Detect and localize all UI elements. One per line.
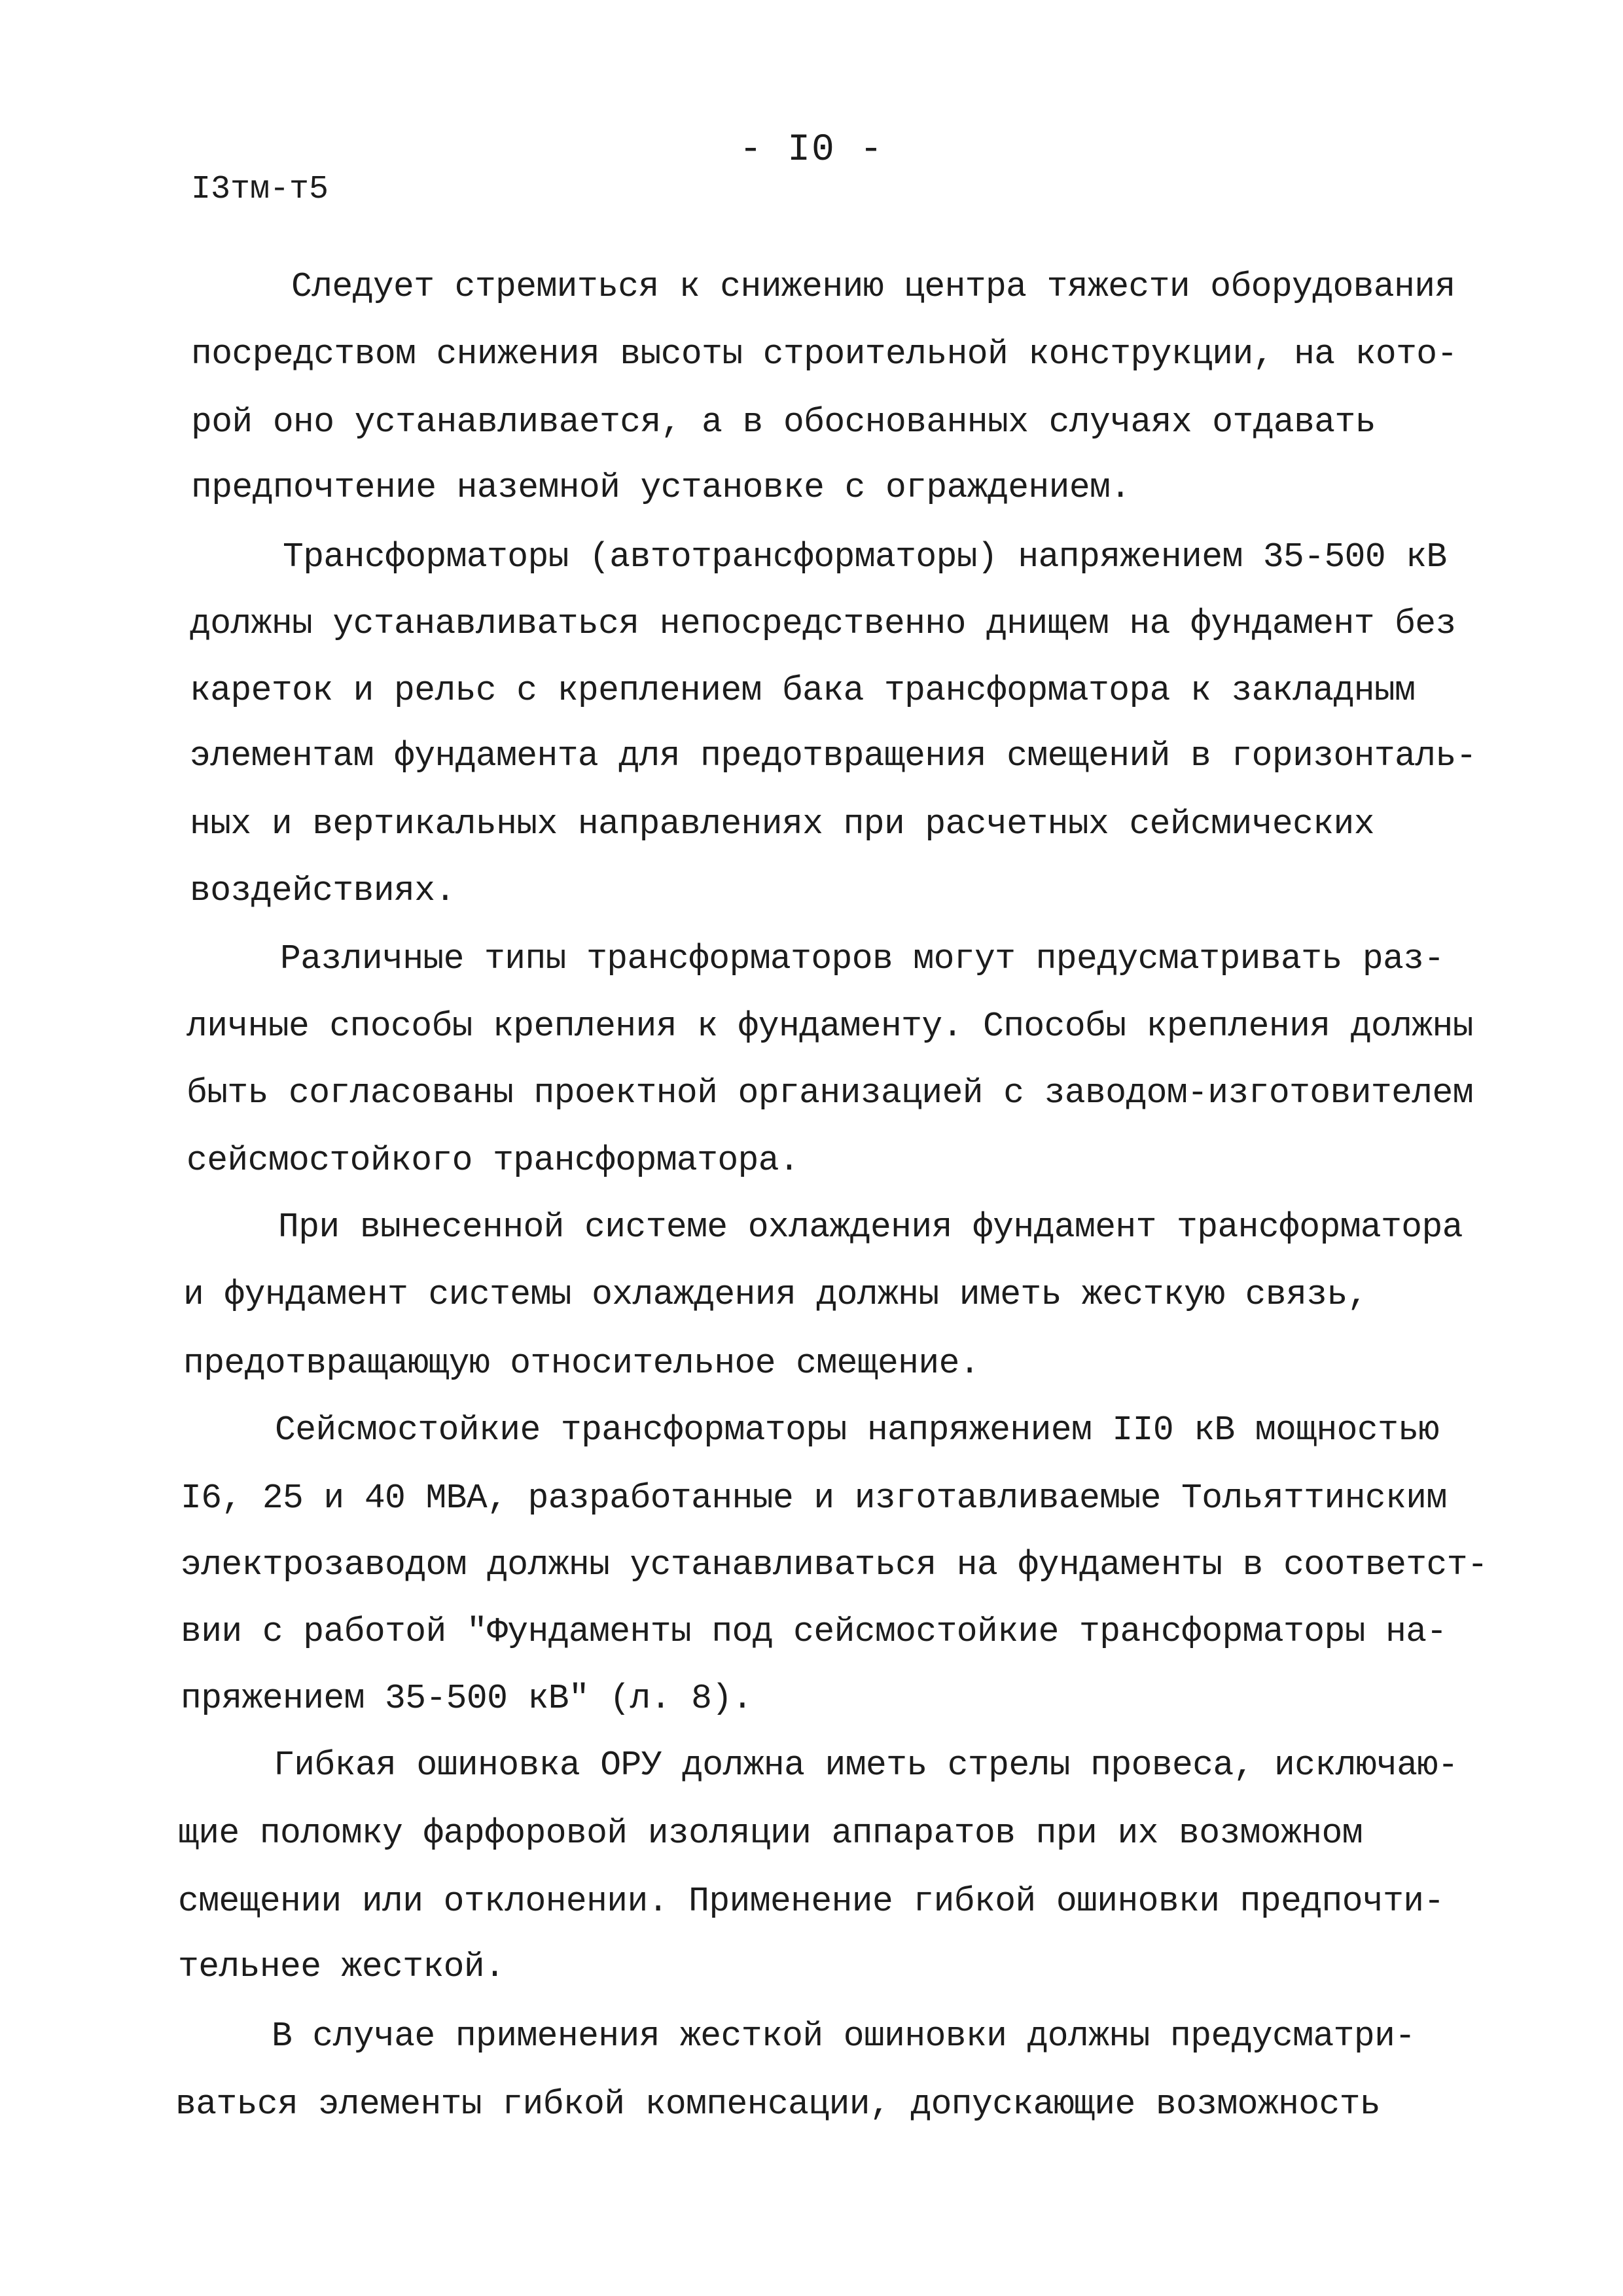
text-line: вии с работой "Фундаменты под сейсмостойкие трансформаторы на- <box>181 1612 1447 1651</box>
text-line: кареток и рельс с креплением бака трансформатора к закладным <box>190 671 1416 710</box>
text-line: посредством снижения высоты строительной конструкции, на кото- <box>191 334 1457 374</box>
text-line: пряжением 35-500 кВ" (л. 8). <box>181 1679 753 1718</box>
text-line: предпочтение наземной установке с ограждением. <box>191 468 1131 507</box>
text-line: ваться элементы гибкой компенсации, допускающие возможность <box>175 2085 1381 2124</box>
text-line: При вынесенной системе охлаждения фундамент трансформатора <box>278 1208 1463 1247</box>
text-line: В случае применения жесткой ошиновки должны предусматри- <box>272 2017 1416 2056</box>
text-line: воздействиях. <box>190 871 455 910</box>
text-line: смещении или отклонении. Применение гибкой ошиновки предпочти- <box>178 1882 1444 1921</box>
text-line: Следует стремиться к снижению центра тяжести оборудования <box>291 267 1455 306</box>
text-line: Сейсмостойкие трансформаторы напряжением II0 кВ мощностью <box>275 1410 1439 1450</box>
text-line: элементам фундамента для предотвращения смещений в горизонталь- <box>190 736 1476 776</box>
text-line: Различные типы трансформаторов могут предусматривать раз- <box>280 939 1444 978</box>
text-line: Гибкая ошиновка ОРУ должна иметь стрелы провеса, исключаю- <box>274 1746 1458 1785</box>
text-line: Трансформаторы (автотрансформаторы) напряжением 35-500 кВ <box>283 537 1447 577</box>
text-line: I6, 25 и 40 МВА, разработанные и изготавливаемые Тольяттинским <box>181 1479 1447 1518</box>
text-line: должны устанавливаться непосредственно днищем на фундамент без <box>190 604 1456 643</box>
text-line: быть согласованы проектной организацией с заводом-изготовителем <box>187 1073 1473 1113</box>
text-line: рой оно устанавливается, а в обоснованных случаях отдавать <box>191 403 1376 442</box>
document-code: I3тм-т5 <box>191 171 329 208</box>
page-number: - I0 - <box>739 129 884 171</box>
text-line: электрозаводом должны устанавливаться на фундаменты в соответст- <box>181 1545 1488 1585</box>
text-line: ных и вертикальных направлениях при расчетных сейсмических <box>190 804 1374 844</box>
text-line: предотвращающую относительное смещение. <box>183 1344 980 1383</box>
text-line: личные способы крепления к фундаменту. Способы крепления должны <box>187 1007 1473 1046</box>
text-line: тельнее жесткой. <box>178 1947 505 1986</box>
text-line: сейсмостойкого трансформатора. <box>187 1141 800 1180</box>
text-line: щие поломку фарфоровой изоляции аппаратов при их возможном <box>178 1814 1363 1853</box>
text-line: и фундамент системы охлаждения должны иметь жесткую связь, <box>183 1275 1368 1314</box>
